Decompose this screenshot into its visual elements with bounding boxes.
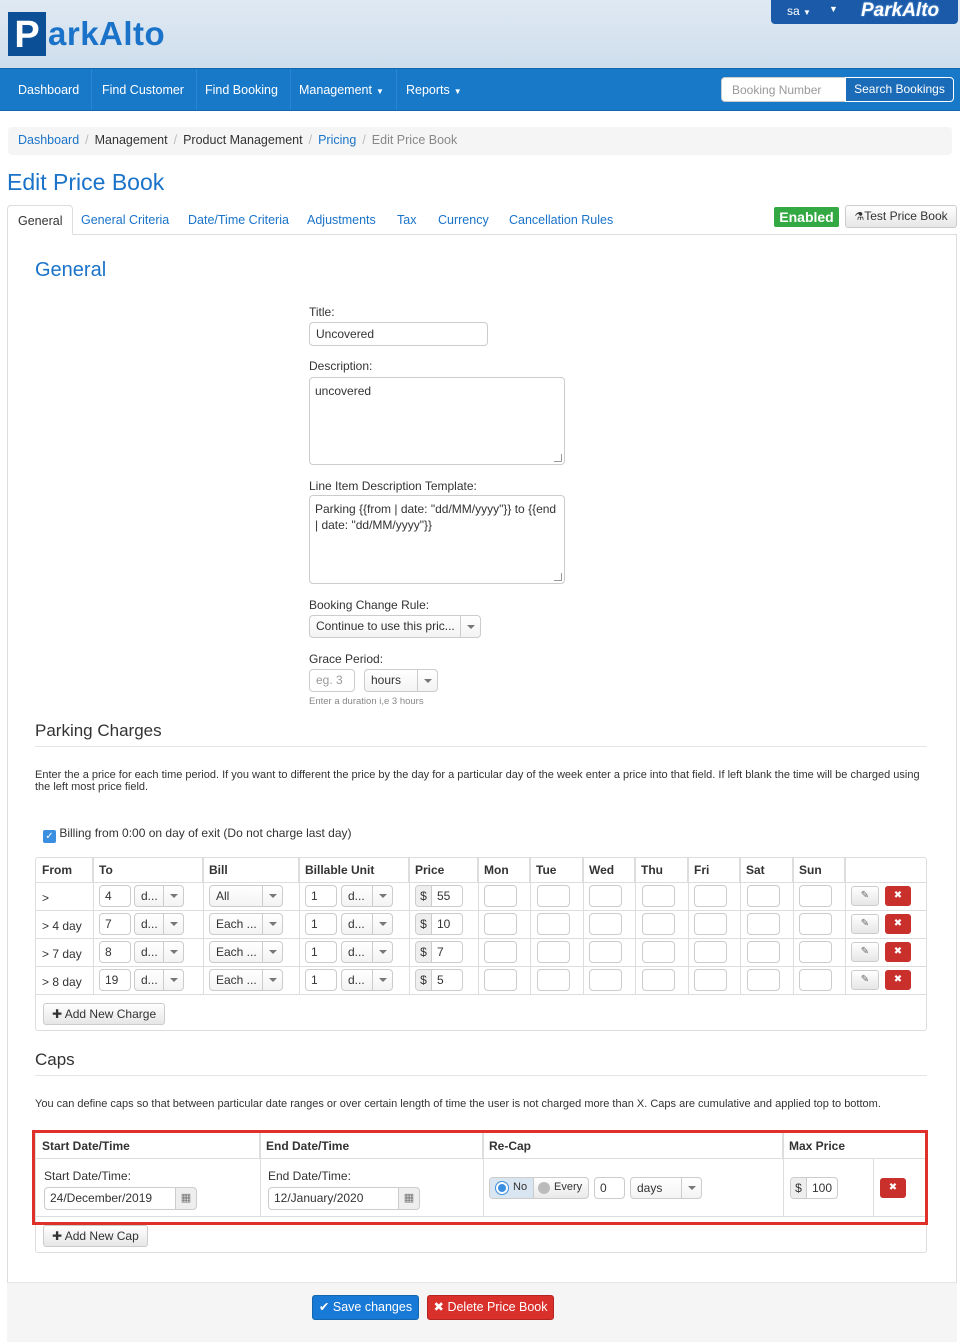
logo-mark: P [8,12,46,56]
booking-change-label: Booking Change Rule: [309,598,430,612]
col-divider [530,858,531,995]
price-value: 5 [437,973,444,987]
select-value: Continue to use this pric... [316,619,455,633]
breadcrumb-separator: / [362,133,366,147]
sat-input[interactable] [747,969,780,991]
user-name: sa [787,4,800,18]
user-bar [771,0,958,24]
thu-input[interactable] [642,941,675,963]
nav-reports[interactable] [394,69,474,110]
nav-dashboard[interactable] [6,69,92,110]
from-cell: > 4 day [42,919,82,933]
currency-addon: $ [416,942,432,962]
logo-text: arkAlto [48,15,166,52]
title-input[interactable]: Uncovered [309,322,488,346]
chevron-down-icon [460,616,480,637]
col-re-cap: Re-Cap [483,1132,783,1158]
chevron-down-icon[interactable]: ▼ [829,4,838,14]
caps-description: You can define caps so that between particular date ranges or over certain length of time the user is not charged more than X. Caps are cumulative and applied top to bottom. [35,1098,881,1110]
price-input[interactable] [415,941,463,963]
end-datetime-label: End Date/Time: [268,1169,351,1183]
sat-input[interactable] [747,913,780,935]
page-title: Edit Price Book [7,169,165,195]
select-value: d... [348,917,365,931]
bill-select[interactable] [209,941,283,963]
select-value: days [637,1181,663,1195]
wed-input[interactable] [589,885,622,907]
nav-label: Dashboard [18,83,80,97]
mon-input[interactable] [484,885,517,907]
price-value: 7 [437,945,444,959]
to-unit-select[interactable] [134,913,184,935]
unit-qty-input[interactable]: 1 [305,969,337,991]
breadcrumb [8,127,952,155]
col-sat: Sat [740,858,793,882]
to-unit-select[interactable] [134,885,184,907]
currency-addon: $ [416,886,432,906]
mini-logo[interactable]: ParkAlto [861,0,940,21]
price-value: 10 [437,917,451,931]
fri-input[interactable] [694,941,727,963]
breadcrumb-pricing[interactable]: Pricing [318,133,357,147]
search-bookings-button[interactable]: Search Bookings [845,77,954,102]
highlight-outline [32,1130,928,1225]
delete-row-icon[interactable]: ✖ [885,886,911,906]
flask-icon: ⚗ [854,211,865,223]
divider [35,1075,927,1076]
checkbox-checked-icon[interactable]: ✓ [43,830,56,843]
main-navbar [0,68,960,111]
grace-period-label: Grace Period: [309,652,384,666]
tab-general-criteria[interactable]: General Criteria [81,213,170,227]
edit-icon[interactable]: ✎ [851,914,879,934]
grace-help-text: Enter a duration i,e 3 hours [309,696,424,707]
delete-row-icon[interactable]: ✖ [885,914,911,934]
nav-label: Reports [406,83,450,97]
resize-handle-icon[interactable] [554,573,562,581]
wed-input[interactable] [589,913,622,935]
edit-icon[interactable]: ✎ [851,942,879,962]
test-price-book-label: Test Price Book [864,209,948,223]
parking-charges-table [35,857,927,1031]
select-value: All [216,889,230,903]
select-value: Each ... [216,917,257,931]
plus-icon: ✚ [52,1007,63,1021]
unit-select[interactable] [341,969,393,991]
fri-input[interactable] [694,969,727,991]
nav-label: Find Customer [102,83,184,97]
title-label: Title: [309,305,335,319]
recap-every-label: Every [554,1181,583,1193]
select-value: d... [141,889,158,903]
status-badge[interactable]: Enabled [774,207,839,227]
to-input[interactable]: 7 [99,913,131,935]
select-value: d... [141,917,158,931]
add-new-cap-button[interactable] [43,1225,148,1247]
parking-charges-heading: Parking Charges [35,721,162,740]
col-divider [478,858,479,995]
add-new-charge-button[interactable] [43,1003,165,1025]
col-wed: Wed [583,858,635,882]
select-value: hours [371,673,402,687]
col-divider [688,858,689,995]
tab-currency[interactable]: Currency [438,213,489,227]
line-item-text: Parking {{from | date: "dd/MM/yyyy"}} to {{end | date: "dd/MM/yyyy"}} [315,502,557,532]
general-heading: General [35,259,107,281]
description-text: uncovered [315,384,372,398]
col-divider [793,858,794,995]
currency-addon: $ [416,914,432,934]
unit-qty-input[interactable]: 1 [305,885,337,907]
parkalto-logo[interactable] [8,12,176,56]
chevron-down-icon [262,970,282,990]
price-input[interactable] [415,913,463,935]
price-input[interactable] [415,969,463,991]
breadcrumb-management: Management [94,133,168,147]
col-max-price: Max Price [789,1139,846,1153]
sat-input[interactable] [747,885,780,907]
chevron-down-icon [163,970,183,990]
col-price: Price [409,858,478,882]
to-input[interactable]: 8 [99,941,131,963]
col-mon: Mon [478,858,530,882]
grace-unit-select[interactable] [364,669,438,692]
sun-input[interactable] [799,969,832,991]
col-divider [845,858,846,995]
description-textarea[interactable] [309,377,565,465]
wed-input[interactable] [589,969,622,991]
tab-tax[interactable]: Tax [397,213,417,227]
bill-select[interactable] [209,913,283,935]
add-new-cap-label: Add New Cap [64,1229,139,1243]
breadcrumb-product-management: Product Management [183,133,303,147]
unit-select[interactable] [341,913,393,935]
nav-label: Find Booking [205,83,278,97]
chevron-down-icon: ▼ [453,87,462,96]
tue-input[interactable] [537,969,570,991]
col-fri: Fri [688,858,740,882]
line-item-template-textarea[interactable] [309,495,565,584]
bill-select[interactable] [209,885,283,907]
nav-management[interactable] [287,69,397,110]
bill-select[interactable] [209,969,283,991]
tab-cancellation-rules[interactable]: Cancellation Rules [509,213,614,227]
fri-input[interactable] [694,885,727,907]
end-date-input[interactable]: 12/January/2020 [268,1187,399,1210]
resize-handle-icon[interactable] [554,454,562,462]
col-divider [299,858,300,995]
add-new-charge-label: Add New Charge [64,1007,157,1021]
mon-input[interactable] [484,941,517,963]
save-changes-label: Save changes [332,1300,413,1314]
thu-input[interactable] [642,885,675,907]
save-changes-button[interactable] [312,1295,419,1320]
price-value: 55 [437,889,451,903]
breadcrumb-separator: / [308,133,313,147]
chevron-down-icon: ▼ [803,8,811,17]
parking-description: Enter the a price for each time period. If you want to different the price by the day for a particular day of the week enter a price into that field. If left blank the time will be charged using the left most price field. [35,769,920,793]
tue-input[interactable] [537,913,570,935]
chevron-down-icon: ▼ [375,87,384,96]
nav-find-booking[interactable] [193,69,291,110]
currency-addon: $ [791,1178,807,1198]
tab-adjustments[interactable]: Adjustments [307,213,376,227]
col-end-datetime: End Date/Time [260,1132,483,1158]
to-unit-select[interactable] [134,969,184,991]
delete-cap-icon[interactable]: ✖ [880,1178,906,1198]
from-cell: > [42,891,50,905]
breadcrumb-separator: / [85,133,89,147]
select-value: d... [141,945,158,959]
start-date-input[interactable]: 24/December/2019 [44,1187,176,1210]
delete-price-book-button[interactable] [427,1295,554,1320]
grace-period-input[interactable]: eg. 3 [309,669,355,692]
chevron-down-icon [163,886,183,906]
col-actions [845,858,926,882]
sun-input[interactable] [799,941,832,963]
select-value: d... [141,973,158,987]
breadcrumb-dashboard[interactable]: Dashboard [18,133,80,147]
tue-input[interactable] [537,885,570,907]
thu-input[interactable] [642,969,675,991]
recap-no-label: No [513,1181,528,1193]
select-value: d... [348,889,365,903]
delete-price-book-label: Delete Price Book [447,1300,548,1314]
edit-icon[interactable]: ✎ [851,970,879,990]
recap-value-input[interactable]: 0 [594,1177,625,1199]
chevron-down-icon [372,886,392,906]
col-bill: Bill [203,858,299,882]
currency-addon: $ [416,970,432,990]
col-divider [203,858,204,995]
select-value: d... [348,945,365,959]
breadcrumb-separator: / [173,133,178,147]
billing-checkbox-row[interactable] [43,826,352,843]
chevron-down-icon [262,914,282,934]
delete-row-icon[interactable]: ✖ [885,942,911,962]
delete-row-icon[interactable]: ✖ [885,970,911,990]
col-from: From [36,858,93,882]
calendar-icon[interactable]: ▦ [398,1187,420,1210]
unit-qty-input[interactable]: 1 [305,913,337,935]
max-price-value: 100 [812,1181,833,1195]
wed-input[interactable] [589,941,622,963]
tab-general[interactable]: General [7,205,73,235]
mon-input[interactable] [484,969,517,991]
to-unit-select[interactable] [134,941,184,963]
plus-icon: ✚ [52,1229,63,1243]
chevron-down-icon [372,942,392,962]
booking-change-select[interactable] [309,615,481,638]
select-value: Each ... [216,973,257,987]
unit-select[interactable] [341,885,393,907]
chevron-down-icon [417,670,437,691]
chevron-down-icon [372,970,392,990]
col-tue: Tue [530,858,583,882]
col-divider [93,858,94,995]
tab-datetime-criteria[interactable]: Date/Time Criteria [188,213,289,227]
from-cell: > 7 day [42,947,82,961]
sun-input[interactable] [799,913,832,935]
select-value: Each ... [216,945,257,959]
unit-qty-input[interactable]: 1 [305,941,337,963]
col-billable-unit: Billable Unit [299,858,409,882]
start-datetime-label: Start Date/Time: [44,1169,131,1183]
calendar-icon[interactable]: ▦ [175,1187,197,1210]
to-input[interactable]: 4 [99,885,131,907]
chevron-down-icon [372,914,392,934]
col-start-datetime: Start Date/Time [36,1132,260,1158]
col-divider [409,858,410,995]
user-menu[interactable] [787,4,811,18]
chevron-down-icon [163,914,183,934]
to-input[interactable]: 19 [99,969,131,991]
edit-icon[interactable]: ✎ [851,886,879,906]
caps-heading: Caps [35,1050,75,1069]
col-to: To [93,858,203,882]
billing-checkbox-label: Billing from 0:00 on day of exit (Do not charge last day) [59,826,352,840]
mon-input[interactable] [484,913,517,935]
col-sun: Sun [793,858,845,882]
from-cell: > 8 day [42,975,82,989]
chevron-down-icon [262,942,282,962]
select-value: d... [348,973,365,987]
fri-input[interactable] [694,913,727,935]
col-thu: Thu [635,858,688,882]
booking-number-input[interactable] [721,77,846,102]
price-input[interactable] [415,885,463,907]
breadcrumb-current: Edit Price Book [371,133,458,147]
sun-input[interactable] [799,885,832,907]
unit-select[interactable] [341,941,393,963]
chevron-down-icon [262,886,282,906]
tue-input[interactable] [537,941,570,963]
line-item-label: Line Item Description Template: [309,479,477,493]
thu-input[interactable] [642,913,675,935]
test-price-book-button[interactable] [845,205,957,228]
chevron-down-icon [163,942,183,962]
divider [35,746,927,747]
col-divider [740,858,741,995]
col-divider [635,858,636,995]
sat-input[interactable] [747,941,780,963]
nav-label: Management [299,83,372,97]
nav-find-customer[interactable] [90,69,197,110]
col-divider [583,858,584,995]
description-label: Description: [309,359,373,373]
check-icon: ✔ [318,1300,330,1314]
close-icon: ✖ [433,1300,444,1314]
